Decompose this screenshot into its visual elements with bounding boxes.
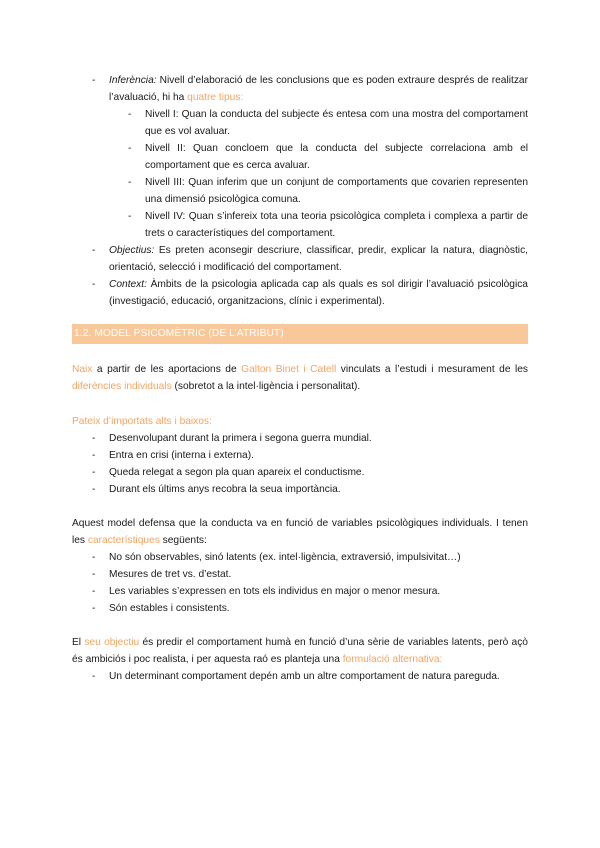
objective-text-1: El bbox=[72, 637, 82, 648]
bullet-dash: - bbox=[92, 467, 96, 478]
sub-bullet-dash: - bbox=[128, 143, 132, 154]
intro-text-3: (sobretot a la intel·ligència i personalitat). bbox=[174, 381, 361, 392]
model-paragraph bbox=[72, 515, 528, 549]
ups-downs-item: Durant els últims anys recobra la seua importància. bbox=[109, 484, 341, 495]
ups-downs-item: Queda relegat a segon pla quan apareix el conductisme. bbox=[109, 467, 365, 478]
bullet-dash: - bbox=[92, 671, 96, 682]
bullet-dash: - bbox=[92, 586, 96, 597]
section-heading: 1.2. MODEL PSICOMÈTRIC (DE L’ATRIBUT) bbox=[74, 328, 284, 339]
bullet-dash: - bbox=[92, 569, 96, 580]
model-text-2: següents: bbox=[162, 535, 207, 546]
ups-downs-item: Entra en crisi (interna i externa). bbox=[109, 450, 254, 461]
alternative-highlight: formulació alternativa: bbox=[342, 654, 443, 665]
bullet-dash: - bbox=[92, 433, 96, 444]
inference-term: Inferència: bbox=[109, 75, 157, 86]
model-highlight-characteristics: característiques bbox=[87, 535, 160, 546]
four-types-highlight: quatre tipus: bbox=[187, 92, 244, 103]
bullet-dash: - bbox=[92, 484, 96, 495]
ups-downs-item: Desenvolupant durant la primera i segona guerra mundial. bbox=[109, 433, 372, 444]
model-text-1: Aquest model defensa que la conducta va en funció de variables psicològiques individuals. I tenen les bbox=[72, 518, 528, 546]
alternative-item: Un determinant comportament depén amb un altre comportament de natura pareguda. bbox=[109, 671, 500, 682]
bullet-dash: - bbox=[92, 552, 96, 563]
intro-highlight-differences: diferències individuals bbox=[72, 381, 172, 392]
context-paragraph bbox=[109, 276, 528, 310]
intro-text-1: a partir de les aportacions de bbox=[96, 364, 237, 375]
sub-bullet-dash: - bbox=[128, 109, 132, 120]
objective-highlight: seu objectiu bbox=[84, 637, 140, 648]
level-1-item: Nivell I: Quan la conducta del subjecte és entesa com una mostra del comportament que es vol avaluar. bbox=[145, 109, 528, 137]
objectives-term: Objectius: bbox=[109, 245, 155, 256]
characteristic-item: Les variables s’expressen en tots els individus en major o menor mesura. bbox=[109, 586, 441, 597]
objectives-text: Es preten aconsegir descriure, classificar, predir, explicar la natura, diagnòstic, orientació, selecció i modificació del comportament. bbox=[109, 245, 528, 273]
intro-highlight-naix: Naix bbox=[72, 364, 93, 375]
characteristic-item: Mesures de tret vs. d’estat. bbox=[109, 569, 232, 580]
sub-bullet-dash: - bbox=[128, 177, 132, 188]
bullet-dash: - bbox=[92, 450, 96, 461]
objectives-paragraph bbox=[109, 242, 528, 276]
intro-text-2: vinculats a l’estudi i mesurament de les bbox=[340, 364, 529, 375]
characteristic-item: No són observables, sinó latents (ex. intel·ligència, extraversió, impulsivitat…) bbox=[109, 552, 461, 563]
inference-text: Nivell d’elaboració de les conclusions que es poden extraure després de realitzar l’avaluació, hi ha bbox=[109, 75, 528, 103]
bullet-dash: - bbox=[92, 75, 96, 86]
characteristic-item: Són estables i consistents. bbox=[109, 603, 230, 614]
level-2-item: Nivell II: Quan concloem que la conducta del subjecte correlaciona amb el comportament que es cerca avaluar. bbox=[145, 143, 528, 171]
objective-paragraph bbox=[72, 634, 528, 668]
level-4-item: Nivell IV: Quan s’infereix tota una teoria psicològica completa i complexa a partir de trets o característiques del comportament. bbox=[145, 211, 528, 239]
bullet-dash: - bbox=[92, 279, 96, 290]
context-text: Àmbits de la psicologia aplicada cap als quals es sol dirigir l’avaluació psicològica (investigació, educació, organitzacions, clínic i experimental). bbox=[109, 279, 528, 307]
level-3-item: Nivell III: Quan inferim que un conjunt de comportaments que covarien representen una dimensió psicològica comuna. bbox=[145, 177, 528, 205]
bullet-dash: - bbox=[92, 245, 96, 256]
bullet-dash: - bbox=[92, 603, 96, 614]
intro-highlight-authors: Galton Binet i Catell bbox=[241, 364, 337, 375]
objective-text-2: és predir el comportament humà en funció d’una sèrie de variables latents, però açò és ambiciós i poc realista, i per aquesta raó es planteja una bbox=[72, 637, 528, 665]
sub-bullet-dash: - bbox=[128, 211, 132, 222]
ups-downs-title: Pateix d’importats alts i baixos: bbox=[72, 416, 212, 427]
inference-paragraph bbox=[109, 72, 528, 106]
intro-paragraph bbox=[72, 361, 528, 395]
context-term: Context: bbox=[109, 279, 147, 290]
